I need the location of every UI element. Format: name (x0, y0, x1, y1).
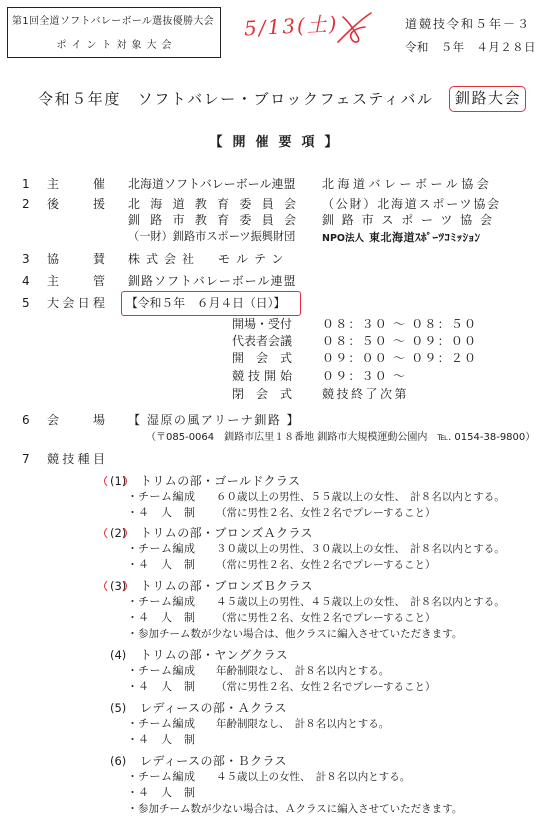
format-label: ４人制 (138, 786, 195, 799)
npo-prefix: NPO法人 (322, 233, 364, 244)
item-label-events: 競技種目 (47, 452, 105, 466)
npo-name: 東北海道ｽﾎﾟｰﾂｺﾐｯｼｮﾝ (369, 231, 481, 244)
bullet: ・ (127, 506, 138, 519)
team-composition-label: チーム編成 (138, 717, 195, 730)
event-number: (5) (110, 701, 127, 715)
format-label: ４人制 (138, 680, 195, 693)
event-number: (6) (110, 754, 127, 768)
red-circled-venue (449, 86, 526, 112)
schedule-label: 競技開始 (232, 369, 292, 383)
organizer-value: 北海道バレーボール協会 (322, 177, 493, 191)
event-title: トリムの部・ブロンズＢクラス (140, 579, 313, 593)
format-label: ４人制 (138, 733, 195, 746)
item-label-venue: 会場 (47, 413, 105, 427)
bullet: ・ (127, 595, 138, 608)
handwritten-date-note: 5/13(土) (243, 11, 340, 41)
sponsor-value: 株式会社 モルテン (128, 252, 290, 266)
format-label: ４人制 (138, 506, 195, 519)
support-value: 北海道教育委員会 (128, 197, 296, 211)
team-composition-label: チーム編成 (138, 595, 195, 608)
schedule-time: ０８：５０ ～ ０９：００ (322, 334, 478, 348)
event-category (0, 754, 547, 818)
bullet: ・ (127, 627, 138, 640)
support-value-npo (322, 230, 481, 246)
bullet: ・ (127, 717, 138, 730)
item-number: 6 (22, 413, 30, 427)
schedule-label: 代表者会議 (232, 334, 293, 348)
team-composition-value: ４５歳以上の男性、４５歳以上の女性、 計８名以内とする。 (216, 596, 505, 608)
document-number: 道競技令和５年－３ (405, 17, 532, 31)
bullet: ・ (127, 664, 138, 677)
item-label-schedule: 大会日程 (47, 296, 105, 310)
team-composition-value: 年齢制限なし、 計８名以内とする。 (216, 718, 390, 730)
bullet: ・ (127, 558, 138, 571)
venue-address: （〒085-0064 釧路市広里１８番地 釧路市大規模運動公園内 ℡. 0154-38-9800） (146, 432, 536, 443)
team-composition-label: チーム編成 (138, 542, 195, 555)
event-title: トリムの部・ヤングクラス (140, 648, 289, 662)
event-title: トリムの部・ゴールドクラス (140, 474, 301, 488)
team-composition-value: ６０歳以上の男性、５５歳以上の女性、 計８名以内とする。 (216, 491, 505, 503)
event-category (0, 579, 547, 643)
item-label-management: 主管 (47, 274, 105, 288)
red-circled-event-date (121, 291, 301, 316)
event-number: (1) (110, 474, 127, 488)
bullet: ・ (127, 733, 138, 746)
support-value: 釧路市スポーツ協会 (322, 213, 492, 227)
item-number: 1 (22, 177, 30, 191)
page-title: 令和５年度 ソフトバレー・ブロックフェスティバル (38, 90, 434, 108)
support-value: （公財）北海道スポーツ協会 (322, 197, 501, 211)
section-heading: 【開催要項】 (209, 135, 348, 150)
item-label-support: 後援 (47, 197, 105, 211)
item-number: 7 (22, 452, 30, 466)
schedule-label: 閉会式 (232, 387, 292, 401)
bullet: ・ (127, 490, 138, 503)
schedule-time: 競技終了次第 (322, 387, 410, 401)
schedule-label: 開会式 (232, 351, 292, 365)
support-value: （一財）釧路市スポーツ振興財団 (128, 230, 296, 243)
event-number: (4) (110, 648, 127, 662)
event-number: (3) (110, 579, 127, 593)
organizer-value: 北海道ソフトバレーボール連盟 (128, 177, 296, 191)
handwritten-check-mark (334, 10, 374, 46)
format-value: （常に男性２名、女性２名でプレーすること） (216, 612, 436, 624)
format-label: ４人制 (138, 558, 195, 571)
team-composition-label: チーム編成 (138, 664, 195, 677)
item-number: 5 (22, 296, 30, 310)
title-venue-name: 釧路大会 (454, 89, 521, 107)
document-date: 令和 ５年 ４月２８日 (405, 40, 536, 54)
format-label: ４人制 (138, 611, 195, 624)
item-label-sponsor: 協賛 (47, 252, 105, 266)
bullet: ・ (127, 786, 138, 799)
format-value: （常に男性２名、女性２名でプレーすること） (216, 559, 436, 571)
schedule-time: ０９：００ ～ ０９：２０ (322, 351, 478, 365)
format-value: （常に男性２名、女性２名でプレーすること） (216, 507, 436, 519)
event-date: 【令和５年 ６月４日（日）】 (126, 296, 286, 310)
team-composition-value: ４５歳以上の女性、 計８名以内とする。 (216, 771, 411, 783)
schedule-label: 開場・受付 (232, 317, 293, 331)
bullet: ・ (127, 770, 138, 783)
venue-name: 【 湿原の風アリーナ釧路 】 (128, 413, 301, 427)
series-title: 第1回全道ソフトバレーボール選抜優勝大会 (12, 16, 214, 27)
item-number: 4 (22, 274, 30, 288)
schedule-time: ０８：３０ ～ ０８：５０ (322, 317, 478, 331)
item-number: 3 (22, 252, 30, 266)
management-value: 釧路ソフトバレーボール連盟 (128, 274, 297, 288)
item-label-organizer: 主催 (47, 177, 105, 191)
event-title: レディースの部・Ｂクラス (140, 754, 287, 768)
event-note: 参加チーム数が少ない場合は、他クラスに編入させていただきます。 (138, 628, 463, 640)
series-points-label: ポイント対象大会 (56, 40, 177, 51)
bullet: ・ (127, 542, 138, 555)
bullet: ・ (127, 611, 138, 624)
format-value: （常に男性２名、女性２名でプレーすること） (216, 681, 436, 693)
team-composition-value: ３０歳以上の男性、３０歳以上の女性、 計８名以内とする。 (216, 543, 505, 555)
schedule-time: ０９：３０ ～ (322, 369, 407, 383)
support-value: 釧路市教育委員会 (128, 213, 296, 227)
event-title: レディースの部・Ａクラス (140, 701, 287, 715)
team-composition-label: チーム編成 (138, 770, 195, 783)
item-number: 2 (22, 197, 30, 211)
event-note: 参加チーム数が少ない場合は、Ａクラスに編入させていただきます。 (138, 803, 463, 815)
bullet: ・ (127, 802, 138, 815)
bullet: ・ (127, 680, 138, 693)
series-event-box (7, 7, 221, 58)
team-composition-label: チーム編成 (138, 490, 195, 503)
event-title: トリムの部・ブロンズＡクラス (140, 526, 313, 540)
team-composition-value: 年齢制限なし、 計８名以内とする。 (216, 665, 390, 677)
event-number: (2) (110, 526, 127, 540)
